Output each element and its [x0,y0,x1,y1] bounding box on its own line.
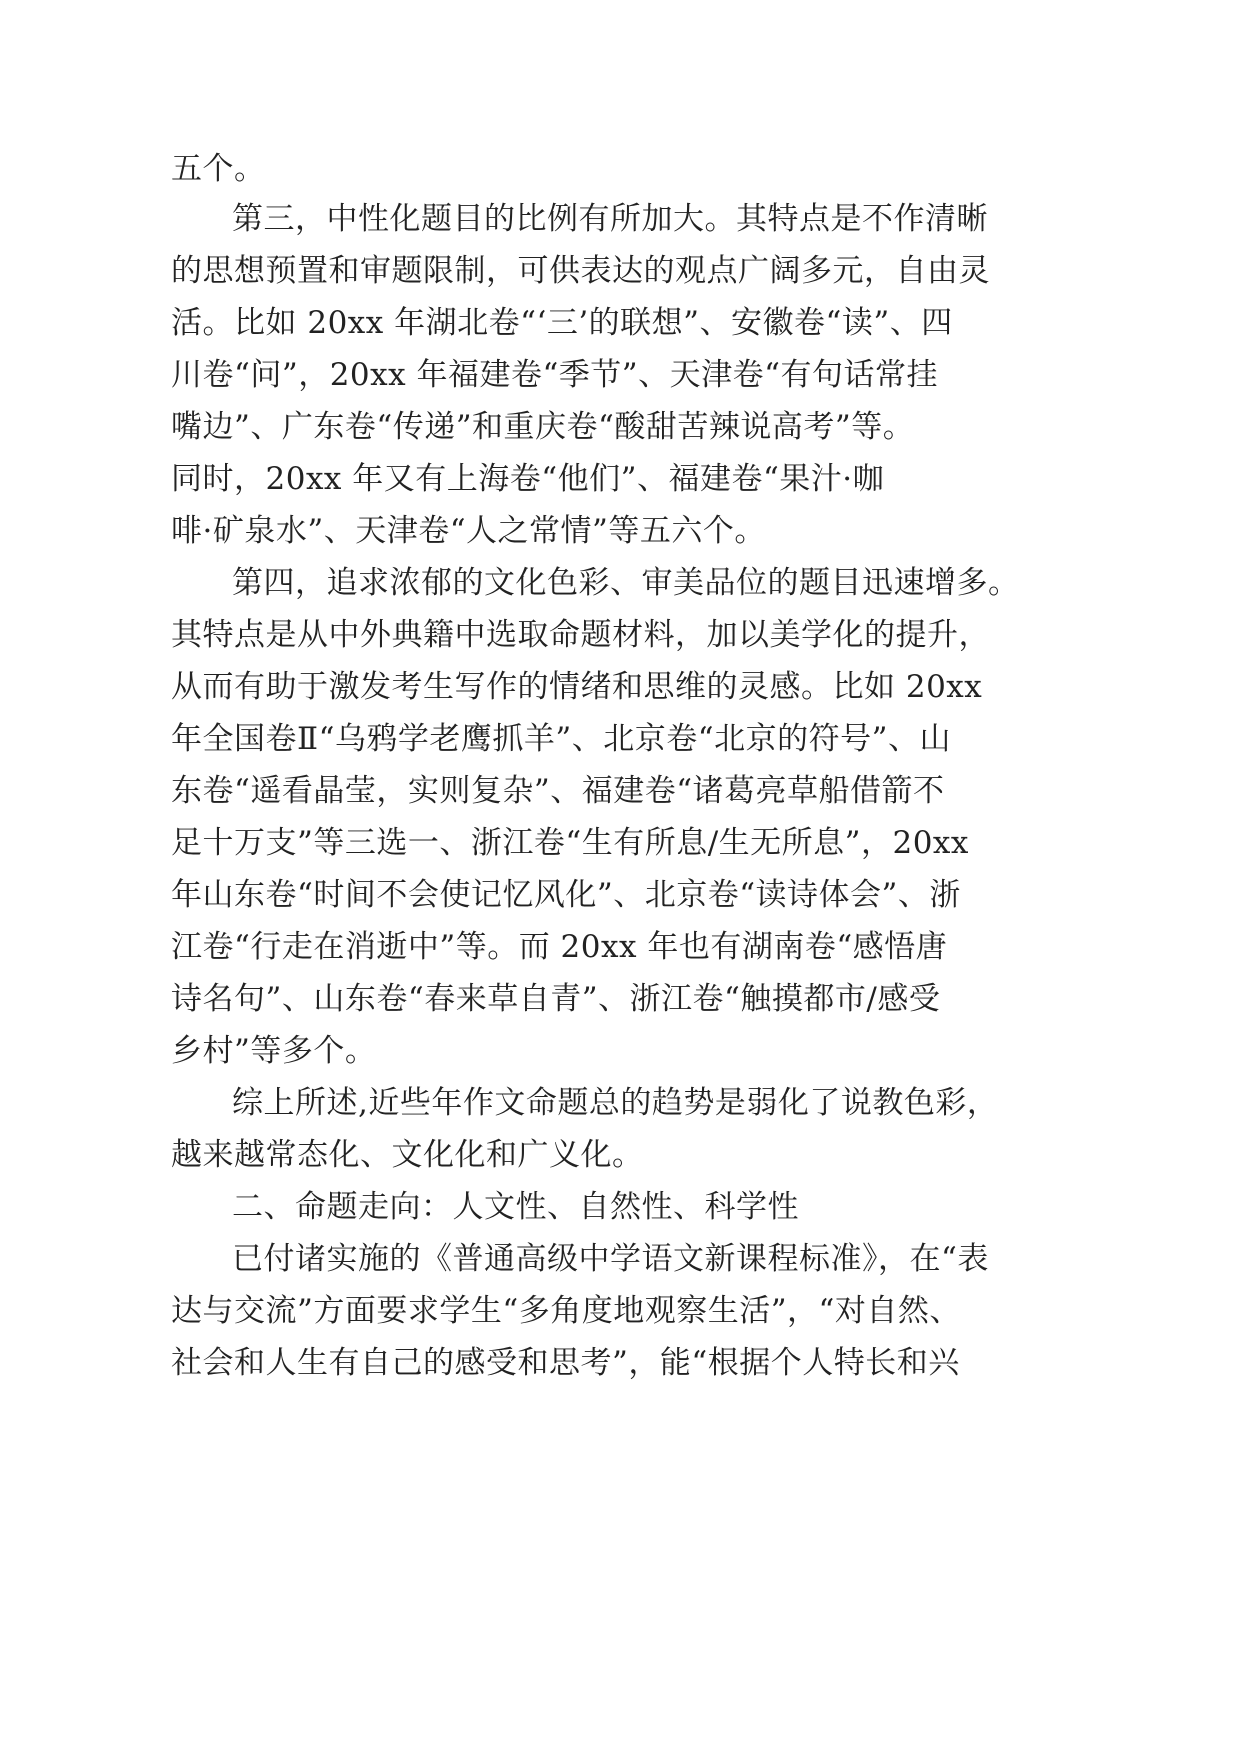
text-line: 年山东卷“时间不会使记忆风化”、北京卷“读诗体会”、浙 [171,877,961,913]
paragraph-first-line: 综上所述,近些年作文命题总的趋势是弱化了说教色彩， [232,1085,999,1121]
text-line: 嘴边”、广东卷“传递”和重庆卷“酸甜苦辣说高考”等。 [171,409,915,445]
text-line: 东卷“遥看晶莹，实则复杂”、福建卷“诸葛亮草船借箭不 [171,773,945,809]
text-line: 啡·矿泉水”、天津卷“人之常情”等五六个。 [171,513,766,549]
text-line: 足十万支”等三选一、浙江卷“生有所息/生无所息”，20xx [171,825,969,861]
text-line: 其特点是从中外典籍中选取命题材料，加以美学化的提升， [171,617,990,653]
text-line: 同时，20xx 年又有上海卷“他们”、福建卷“果汁·咖 [171,461,885,497]
text-line: 乡村”等多个。 [171,1033,377,1069]
text-line: 江卷“行走在消逝中”等。而 20xx 年也有湖南卷“感悟唐 [171,929,948,965]
paragraph-first-line: 第三，中性化题目的比例有所加大。其特点是不作清晰 [232,201,988,237]
text-line: 从而有助于激发考生写作的情绪和思维的灵感。比如 20xx [171,669,983,705]
text-line: 年全国卷Ⅱ“乌鸦学老鹰抓羊”、北京卷“北京的符号”、山 [171,721,951,757]
text-line: 达与交流”方面要求学生“多角度地观察生活”，“对自然、 [171,1293,961,1329]
text-line: 诗名句”、山东卷“春来草自青”、浙江卷“触摸都市/感受 [171,981,941,1017]
section-heading: 二、命题走向：人文性、自然性、科学性 [232,1189,799,1225]
text-line: 的思想预置和审题限制，可供表达的观点广阔多元，自由灵 [171,253,990,289]
text-line: 活。比如 20xx 年湖北卷“‘三’的联想”、安徽卷“读”、四 [171,305,953,341]
text-line: 川卷“问”，20xx 年福建卷“季节”、天津卷“有句话常挂 [171,357,939,393]
paragraph-first-line: 第四，追求浓郁的文化色彩、审美品位的题目迅速增多。 [232,565,1020,601]
paragraph-first-line: 已付诸实施的《普通高级中学语文新课程标准》，在“表 [232,1241,989,1277]
text-line: 越来越常态化、文化化和广义化。 [171,1137,644,1173]
text-line: 社会和人生有自己的感受和思考”，能“根据个人特长和兴 [171,1345,960,1381]
text-line: 五个。 [171,151,266,187]
